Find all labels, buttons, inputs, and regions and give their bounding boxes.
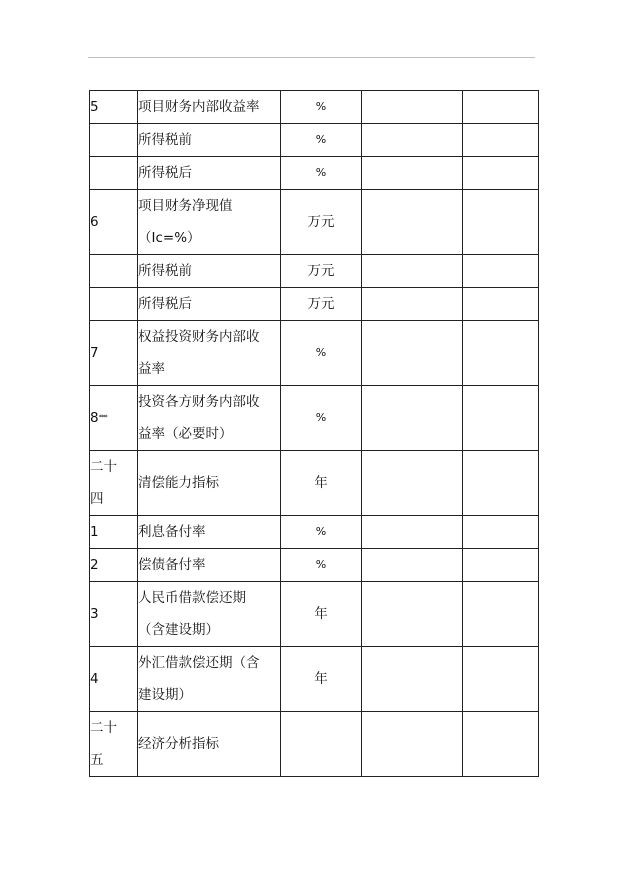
unit-cell: % (281, 124, 362, 157)
unit-cell: 年 (281, 451, 362, 516)
indicator-name-line: 投资各方财务内部收 (138, 394, 260, 410)
row-number-line: 二十 (90, 459, 117, 475)
unit-cell: 万元 (281, 288, 362, 321)
indicator-name (138, 386, 281, 451)
indicator-name-line: 权益投资财务内部收 (138, 329, 260, 345)
empty-cell (463, 288, 539, 321)
empty-cell (463, 91, 539, 124)
unit-cell (281, 712, 362, 777)
indicator-name: 所得税前 (138, 255, 281, 288)
indicator-name: 偿债备付率 (138, 549, 281, 582)
empty-cell (362, 386, 463, 451)
table-row (90, 451, 539, 516)
empty-cell (362, 451, 463, 516)
indicator-table (89, 90, 539, 777)
row-number-mark: **** (98, 414, 107, 421)
empty-cell (362, 516, 463, 549)
empty-cell (463, 157, 539, 190)
indicator-name: 项目财务内部收益率 (138, 91, 281, 124)
row-number-line: 二十 (90, 720, 117, 736)
indicator-name-line: 益率（必要时） (138, 426, 233, 442)
row-number (90, 712, 138, 777)
indicator-name-line: 人民币借款偿还期 (138, 590, 246, 606)
indicator-name-line: 益率 (138, 361, 165, 377)
indicator-name (138, 190, 281, 255)
table-row (90, 321, 539, 386)
row-number (90, 451, 138, 516)
table-row (90, 386, 539, 451)
empty-cell (463, 582, 539, 647)
row-number: 5 (90, 91, 138, 124)
unit-cell: % (281, 157, 362, 190)
empty-cell (362, 91, 463, 124)
row-number-value: 8 (90, 410, 99, 426)
empty-cell (463, 549, 539, 582)
table-row (90, 91, 539, 124)
indicator-name: 所得税前 (138, 124, 281, 157)
empty-cell (362, 712, 463, 777)
row-number (90, 255, 138, 288)
table-row (90, 124, 539, 157)
empty-cell (463, 386, 539, 451)
row-number: 2 (90, 549, 138, 582)
table-row (90, 582, 539, 647)
indicator-name: 利息备付率 (138, 516, 281, 549)
unit-cell: % (281, 516, 362, 549)
row-number (90, 124, 138, 157)
table-row (90, 288, 539, 321)
empty-cell (362, 321, 463, 386)
indicator-name-line: （Ic=%） (138, 230, 201, 246)
page-header-rule (88, 57, 535, 58)
row-number-line: 五 (90, 752, 104, 768)
table-row (90, 647, 539, 712)
unit-cell: 万元 (281, 255, 362, 288)
indicator-name-line: 外汇借款偿还期（含 (138, 655, 260, 671)
unit-cell: % (281, 386, 362, 451)
empty-cell (362, 549, 463, 582)
table-row (90, 712, 539, 777)
empty-cell (362, 255, 463, 288)
table-row (90, 255, 539, 288)
unit-cell: 万元 (281, 190, 362, 255)
row-number: 7 (90, 321, 138, 386)
row-number: 1 (90, 516, 138, 549)
table-row (90, 190, 539, 255)
indicator-name: 经济分析指标 (138, 712, 281, 777)
table-row (90, 157, 539, 190)
empty-cell (362, 157, 463, 190)
indicator-name-line: 建设期） (138, 687, 192, 703)
row-number: 6 (90, 190, 138, 255)
indicator-name (138, 321, 281, 386)
unit-cell: % (281, 321, 362, 386)
empty-cell (362, 288, 463, 321)
unit-cell: 年 (281, 647, 362, 712)
empty-cell (362, 582, 463, 647)
empty-cell (463, 712, 539, 777)
empty-cell (463, 516, 539, 549)
row-number (90, 386, 138, 451)
empty-cell (463, 255, 539, 288)
unit-cell: % (281, 549, 362, 582)
unit-cell: 年 (281, 582, 362, 647)
indicator-name: 所得税后 (138, 157, 281, 190)
empty-cell (463, 451, 539, 516)
row-number: 3 (90, 582, 138, 647)
empty-cell (362, 647, 463, 712)
indicator-name: 清偿能力指标 (138, 451, 281, 516)
empty-cell (463, 124, 539, 157)
empty-cell (463, 190, 539, 255)
table-row (90, 549, 539, 582)
row-number (90, 157, 138, 190)
indicator-name: 所得税后 (138, 288, 281, 321)
unit-cell: % (281, 91, 362, 124)
indicator-name-line: （含建设期） (138, 622, 219, 638)
row-number (90, 288, 138, 321)
empty-cell (463, 647, 539, 712)
row-number: 4 (90, 647, 138, 712)
empty-cell (362, 190, 463, 255)
indicator-name-line: 项目财务净现值 (138, 198, 233, 214)
indicator-name (138, 647, 281, 712)
row-number-line: 四 (90, 491, 104, 507)
table-row (90, 516, 539, 549)
indicator-name (138, 582, 281, 647)
empty-cell (362, 124, 463, 157)
empty-cell (463, 321, 539, 386)
